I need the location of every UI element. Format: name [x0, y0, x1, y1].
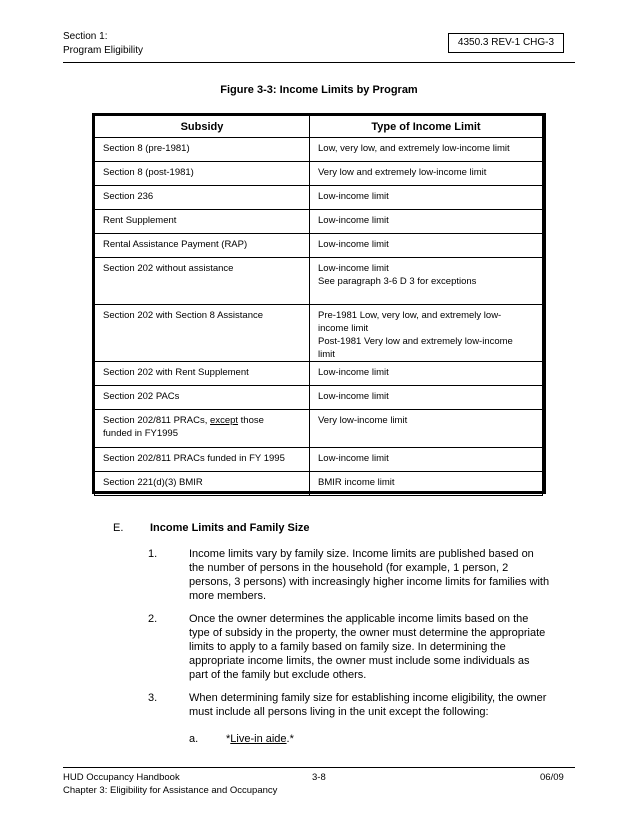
limit-cell: Low, very low, and extremely low-income limit — [310, 138, 543, 162]
section-title: Program Eligibility — [63, 45, 144, 56]
page-number: 3-8 — [312, 772, 326, 783]
limit-cell: Low-income limit — [310, 362, 543, 386]
section-e-letter: E. — [113, 522, 124, 534]
subsidy-cell: Section 202 with Section 8 Assistance — [95, 305, 310, 362]
chapter-title: Chapter 3: Eligibility for Assistance and Occupancy — [63, 785, 278, 796]
table-row — [95, 362, 543, 386]
handbook-title: HUD Occupancy Handbook — [63, 772, 180, 783]
limit-cell: Low-income limit — [310, 448, 543, 472]
column-header-limit-type: Type of Income Limit — [310, 116, 543, 138]
limit-cell: Low-income limit — [310, 234, 543, 258]
header-divider — [63, 62, 575, 63]
item-number: 2. — [148, 613, 158, 625]
subsidy-cell: Rental Assistance Payment (RAP) — [95, 234, 310, 258]
sub-item-text: *Live-in aide.* — [226, 733, 294, 745]
figure-title: Figure 3-3: Income Limits by Program — [220, 84, 418, 96]
table-row — [95, 305, 543, 362]
subsidy-cell: Section 236 — [95, 186, 310, 210]
income-limits-table — [92, 113, 546, 494]
table-row — [95, 472, 543, 496]
table-row — [95, 386, 543, 410]
limit-cell: Low-income limit See paragraph 3-6 D 3 for exceptions — [310, 258, 543, 305]
limit-cell: Pre-1981 Low, very low, and extremely low- income limit Post-1981 Very low and extremely low-income limit — [310, 305, 543, 362]
table-row — [95, 258, 543, 305]
item-paragraph: When determining family size for establishing income eligibility, the owner must include all persons living in the unit except the following: — [189, 692, 547, 718]
footer-divider — [63, 767, 575, 768]
subsidy-cell: Section 202/811 PRACs, except those funded in FY1995 — [95, 410, 310, 448]
item-number: 1. — [148, 548, 158, 560]
subsidy-cell: Section 202 PACs — [95, 386, 310, 410]
section-header — [63, 30, 143, 58]
table-row — [95, 138, 543, 162]
item-paragraph: Income limits vary by family size. Income limits are published based on the number of persons in the household (for example, 1 person, 2 persons, 3 persons) with increasingly higher income limits for families with more members. — [189, 548, 550, 602]
sub-item-letter: a. — [189, 733, 199, 745]
subsidy-cell: Section 202/811 PRACs funded in FY 1995 — [95, 448, 310, 472]
subsidy-cell: Section 202 with Rent Supplement — [95, 362, 310, 386]
table-row — [95, 448, 543, 472]
subsidy-cell: Section 8 (pre-1981) — [95, 138, 310, 162]
document-id-box: 4350.3 REV-1 CHG-3 — [448, 33, 564, 53]
item-number: 3. — [148, 692, 158, 704]
column-header-subsidy: Subsidy — [95, 116, 310, 138]
table-row — [95, 162, 543, 186]
limit-cell: Very low and extremely low-income limit — [310, 162, 543, 186]
subsidy-cell: Section 8 (post-1981) — [95, 162, 310, 186]
table-row — [95, 186, 543, 210]
underlined-except: except — [210, 415, 239, 426]
footer-left — [63, 771, 277, 797]
section-number: Section 1: — [63, 31, 108, 42]
subsidy-cell: Section 221(d)(3) BMIR — [95, 472, 310, 496]
limit-cell: Very low-income limit — [310, 410, 543, 448]
live-in-aide-term: Live-in aide — [230, 733, 287, 745]
item-paragraph: Once the owner determines the applicable income limits based on the type of subsidy in the property, the owner must determine the appropriate limits to apply to a family based on family size. In determining the appropriate income limits, the owner must include some individuals as part of the family but exclude others. — [189, 613, 546, 681]
table-row — [95, 234, 543, 258]
limit-cell: Low-income limit — [310, 386, 543, 410]
table-row — [95, 410, 543, 448]
subsidy-cell: Section 202 without assistance — [95, 258, 310, 305]
limit-cell: Low-income limit — [310, 186, 543, 210]
limit-cell: Low-income limit — [310, 210, 543, 234]
section-e-title: Income Limits and Family Size — [150, 522, 310, 534]
subsidy-cell: Rent Supplement — [95, 210, 310, 234]
revision-date: 06/09 — [540, 772, 564, 783]
table-row — [95, 210, 543, 234]
limit-cell: BMIR income limit — [310, 472, 543, 496]
